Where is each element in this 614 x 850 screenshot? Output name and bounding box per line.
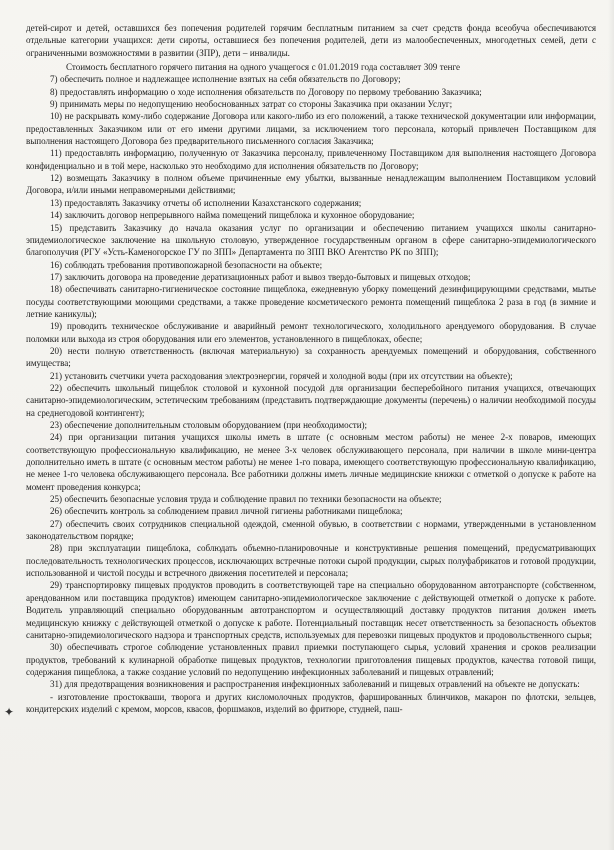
paragraph-intro: детей-сирот и детей, оставшихся без попечения родителей горячим бесплатным питанием за счет средств фонда всеобуча обеспечиваются отдельные категории учащихся: дети сироты, оставшиеся без попечения родителей, дети из малообеспеченных, многодетных семей, дети с ограниченными возможностями в развитии (ЗПР), дети – инвалиды. — [26, 23, 596, 58]
paragraph-item-20: 20) нести полную ответственность (включая материальную) за сохранность арендуемых помещений и оборудования, собственного имущества; — [26, 345, 596, 369]
paragraph-item-16: 16) соблюдать требования противопожарной безопасности на объекте; — [50, 259, 323, 270]
paragraph-item-23: 23) обеспечение дополнительным столовым оборудованием (при необходимости); — [50, 420, 368, 430]
paragraph-item-10: 10) не раскрывать кому-либо содержание Договора или какого-либо из его положений, а также технической документации или информации, предоставленных Заказчиком или от его имени другими лицами, за исключением того персонала, который привлечен Поставщиком для выполнения настоящего Договора без предварительного письменного согласия Заказчика; — [26, 111, 596, 147]
scan-edge-shadow — [608, 0, 614, 850]
paragraph-item-9: 9) принимать меры по недопущению необоснованных затрат со стороны Заказчика при оказании Услуг; — [50, 99, 453, 110]
margin-mark-icon: ✦ — [4, 705, 15, 719]
paragraph-item-15: 15) представить Заказчику до начала оказания услуг по организации и обеспечению питанием учащихся школы санитарно-эпидемиологическое заключение на школьную столовую, утвержденное государственным органом в сфере санитарно-эпидемиологического благополучия (РГУ «Усть-Каменогорское ГУ по ЗПП» Департамента по ЗПП ВКО Агентство РК по ЗПП); — [26, 222, 596, 258]
paragraph-item-8: 8) предоставлять информацию о ходе исполнения обязательств по Договору по первому требованию Заказчика; — [50, 86, 482, 97]
paragraph-item-28: 28) при эксплуатации пищеблока, соблюдать объемно-планировочные и конструктивные решения помещений, предусматривающих последовательность технологических процессов, исключающих встречные потоки сырой продукции, сырых полуфабрикатов и готовой продукции, использованной и чистой посуды и встречного движения посетителей и персонала; — [26, 543, 596, 579]
paragraph-item-14: 14) заключить договор непрерывного найма помещений пищеблока и кухонное оборудование; — [50, 210, 415, 221]
paragraph-item-7: 7) обеспечить полное и надлежащее исполнение взятых на себя обязательств по Договору; — [50, 74, 401, 85]
paragraph-list-dash: - изготовление простокваши, творога и других кисломолочных продуктов, фаршированных блинчиков, макарон по флотски, зельцев, кондитерских изделий с кремом, морсов, квасов, форшмаков, изделий во фритюре, студней, паш- — [26, 691, 596, 714]
paragraph-item-25: 25) обеспечить безопасные условия труда и соблюдение правил по техники безопасности на объекте; — [50, 494, 442, 505]
paragraph-item-19: 19) проводить техническое обслуживание и аварийный ремонт технологического, холодильного арендуемого оборудования. В случае поломки или выхода из строя оборудования или его элементов, установленного в пищеблоках, обеспе; — [26, 321, 596, 344]
paragraph-item-12: 12) возмещать Заказчику в полном объеме причиненные ему убытки, вызванные ненадлежащим выполнением Поставщиком условий Договора, и/или иными неправомерными действиями; — [26, 173, 596, 196]
paragraph-item-24: 24) при организации питания учащихся школы иметь в штате (с основным местом работы) не менее 2-х поваров, имеющих соответствующую профессиональную квалификацию, не менее 3-х человек обслуживающего персонала, при наличии в школе мини-центра дополнительно иметь в штате (с основным местом работы) не менее 1-го повара, имеющего соответствующую профессиональную квалификацию, не менее 1-го человека обслуживающего персонала. Все работники должны иметь личные медицинские книжки с отметкой о допуске к работе на момент проведения конкурса; — [26, 432, 596, 492]
paragraph-item-22: 22) обеспечить школьный пищеблок столовой и кухонной посудой для организации бесперебойного питания учащихся, отвечающих санитарно-эпидемиологическим, эстетическим требованиям (представить подтверждающие документы (перечень) о наличии необходимой посуды на среднегодовой контингент); — [26, 382, 596, 418]
paragraph-item-27: 27) обеспечить своих сотрудников специальной одеждой, сменной обувью, в соответствии с нормами, утвержденными в установленном законодательством порядке; — [26, 518, 596, 542]
paragraph-item-13: 13) предоставлять Заказчику отчеты об исполнении Казахстанского содержания; — [50, 197, 362, 208]
paragraph-item-26: 26) обеспечить контроль за соблюдением правил личной гигиены работниками пищеблока; — [50, 506, 403, 517]
paragraph-item-17: 17) заключить договора на проведение дератизационных работ и вывоз твердо-бытовых и пищевых отходов; — [50, 271, 471, 282]
paragraph-item-29: 29) транспортировку пищевых продуктов проводить в соответствующей таре на специально оборудованном автотранспорте (собственном, арендованном или поставщика продуктов) имеющем санитарно-эпидемиологическое заключение с действующей отметкой о допуске к работе. Водитель управляющий специально оборудованным автотранспортом и осуществляющий доставку продуктов питания должен иметь медицинскую книжку с действующей отметкой о допуске к работе. Потенциальный поставщик несет ответственность за безопасность объектов санитарно-эпидемиологического надзора и транспортных средств, используемых для перевозки пищевых продуктов и продовольственного сырья; — [26, 580, 596, 640]
paragraph-item-30: 30) обеспечивать строгое соблюдение установленных правил приемки поступающего сырья, условий хранения и сроков реализации продуктов, требований к кулинарной обработке пищевых продуктов, технологии приготовления пищевых продуктов, качества готовой пищи, содержания пищеблока, а также создание условий по недопущению инфекционных заболеваний и пищевых отравлений; — [26, 642, 596, 677]
paragraph-item-18: 18) обеспечивать санитарно-гигиеническое состояние пищеблока, ежедневную уборку помещений дезинфицирующими средствами, мытье посуды соответствующими моющими средствами, а также проведение косметического ремонта помещений пищеблока 2 раза в год (в зимние и летние каникулы); — [26, 284, 596, 319]
paragraph-item-31: 31) для предотвращения возникновения и распространения инфекционных заболеваний и пищевых отравлений на объекте не допускать: — [50, 679, 580, 690]
paragraph-item-21: 21) установить счетчики учета расходования электроэнергии, горячей и холодной воды (при их отсутствии на объекте); — [50, 370, 513, 381]
paragraph-cost: Стоимость бесплатного горячего питания на одного учащегося с 01.01.2019 года составляет 309 тенге — [66, 62, 461, 73]
paragraph-item-11: 11) предоставлять информацию, полученную от Заказчика персоналу, привлеченному Поставщиком для выполнения настоящего Договора конфиденциально и в той мере, насколько это необходимо для исполнения обязательств по Договору; — [26, 148, 596, 171]
